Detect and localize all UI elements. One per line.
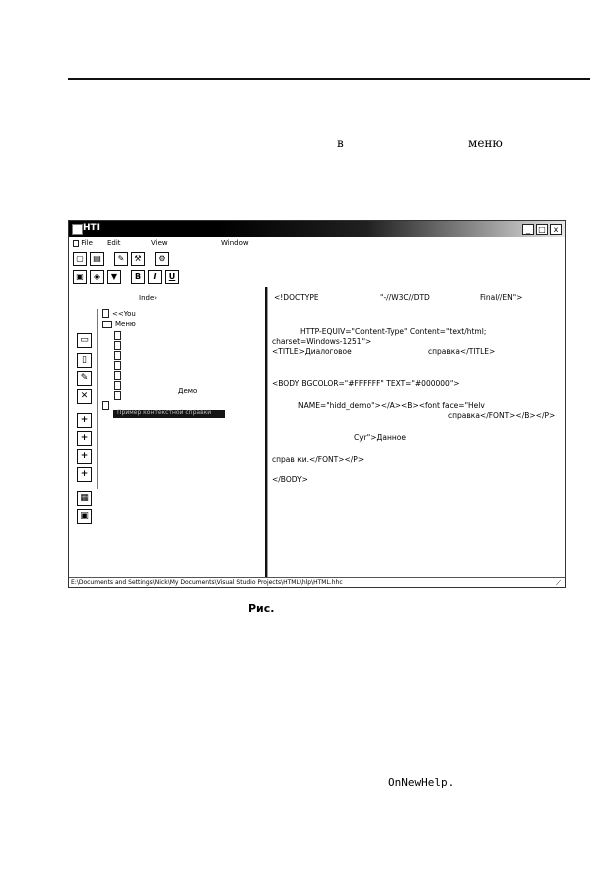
tree-selected-item[interactable]: Пример контекстной справки — [113, 410, 225, 418]
new-file-icon[interactable]: ▢ — [73, 252, 87, 266]
page-icon — [114, 341, 121, 350]
menu-edit[interactable]: Edit — [107, 239, 121, 247]
top-note-left: в — [337, 136, 344, 150]
paint-icon[interactable]: ▼ — [107, 270, 121, 284]
code-line: "-//W3C//DTD — [380, 293, 430, 302]
move-up-icon[interactable]: + — [77, 413, 92, 428]
window-title: HTI — [83, 223, 101, 233]
file-menu-icon — [73, 240, 79, 247]
format-toolbar — [73, 269, 179, 285]
code-line: <!DOCTYPE — [274, 293, 319, 302]
code-line: charset=Windows-1251"> — [272, 337, 372, 346]
menu-bar — [69, 237, 565, 249]
page-icon — [114, 351, 121, 360]
bottom-code-text: OnNewHelp. — [388, 776, 455, 789]
html-code-pane[interactable] — [267, 287, 566, 577]
tree-page[interactable] — [114, 391, 121, 400]
compile-icon[interactable]: ⚙ — [155, 252, 169, 266]
tree-page[interactable] — [102, 401, 109, 410]
move-left-icon[interactable]: + — [77, 449, 92, 464]
status-bar — [69, 577, 565, 588]
underline-button[interactable]: U — [165, 270, 179, 284]
page-icon — [114, 381, 121, 390]
wizard-icon[interactable]: ✎ — [114, 252, 128, 266]
open-folder-icon[interactable]: ▤ — [90, 252, 104, 266]
tree-page[interactable] — [114, 371, 121, 380]
tree-page[interactable] — [114, 361, 121, 370]
status-path: E:\Documents and Settings\Nick\My Documents\Visual Studio Projects\HTML\hlp\HTML.hhc — [71, 579, 343, 586]
bold-button[interactable]: B — [131, 270, 145, 284]
contents-tree — [97, 309, 228, 489]
top-note-right: меню — [468, 136, 503, 150]
page-add-icon[interactable]: ▯ — [77, 353, 92, 368]
tree-page[interactable] — [114, 351, 121, 360]
code-line: HTTP-EQUIV="Content-Type" Content="text/html; — [300, 327, 487, 336]
page-icon — [102, 309, 109, 318]
app-icon — [72, 224, 83, 235]
standard-toolbar — [73, 251, 169, 267]
move-right-icon[interactable]: + — [77, 467, 92, 482]
code-line: <BODY BGCOLOR="#FFFFFF" TEXT="#000000"> — [272, 379, 460, 388]
tools-icon[interactable]: ⚒ — [131, 252, 145, 266]
tree-folder-menu[interactable]: Меню — [102, 320, 136, 328]
image-icon[interactable]: ◈ — [90, 270, 104, 284]
edit-icon[interactable]: ✎ — [77, 371, 92, 386]
tree-root[interactable]: <<You — [102, 309, 136, 318]
tab-index[interactable]: Inde› — [139, 294, 158, 302]
tree-page[interactable] — [114, 341, 121, 350]
code-line: </BODY> — [272, 475, 308, 484]
page-icon — [114, 331, 121, 340]
save-file-icon[interactable]: ▣ — [77, 509, 92, 524]
menu-file[interactable]: File — [73, 239, 93, 247]
title-bar — [69, 221, 565, 237]
code-line: NAME="hidd_demo"></A><B><font face="Helv — [298, 401, 485, 410]
page-icon — [114, 391, 121, 400]
minimize-button[interactable]: _ — [522, 224, 534, 235]
tree-page[interactable] — [114, 381, 121, 390]
contents-pane — [69, 287, 267, 577]
maximize-button[interactable]: □ — [536, 224, 548, 235]
tree-item-demo[interactable]: Демо — [178, 387, 198, 395]
tree-page[interactable] — [114, 331, 121, 340]
close-button[interactable]: x — [550, 224, 562, 235]
resize-grip-icon[interactable]: ⟋ — [556, 579, 561, 587]
menu-window[interactable]: Window — [221, 239, 249, 247]
save-icon[interactable]: ▣ — [73, 270, 87, 284]
folder-icon — [102, 321, 112, 328]
page-icon — [114, 371, 121, 380]
page-icon — [114, 361, 121, 370]
page-icon — [102, 401, 109, 410]
code-line: справка</FONT></B></P> — [448, 411, 556, 420]
folder-add-icon[interactable]: ▭ — [77, 333, 92, 348]
code-line: Final//EN"> — [480, 293, 523, 302]
view-entry-icon[interactable]: ▦ — [77, 491, 92, 506]
code-line: Cyr">Данное — [354, 433, 406, 442]
code-line: справка</TITLE> — [428, 347, 496, 356]
code-line: <TITLE>Диалоговое — [272, 347, 352, 356]
app-window — [68, 220, 566, 588]
menu-view[interactable]: View — [151, 239, 168, 247]
delete-icon[interactable]: ✕ — [77, 389, 92, 404]
header-rule — [68, 78, 590, 80]
italic-button[interactable]: I — [148, 270, 162, 284]
move-down-icon[interactable]: + — [77, 431, 92, 446]
figure-caption: Рис. — [248, 602, 275, 615]
code-line: справ ки.</FONT></P> — [272, 455, 365, 464]
